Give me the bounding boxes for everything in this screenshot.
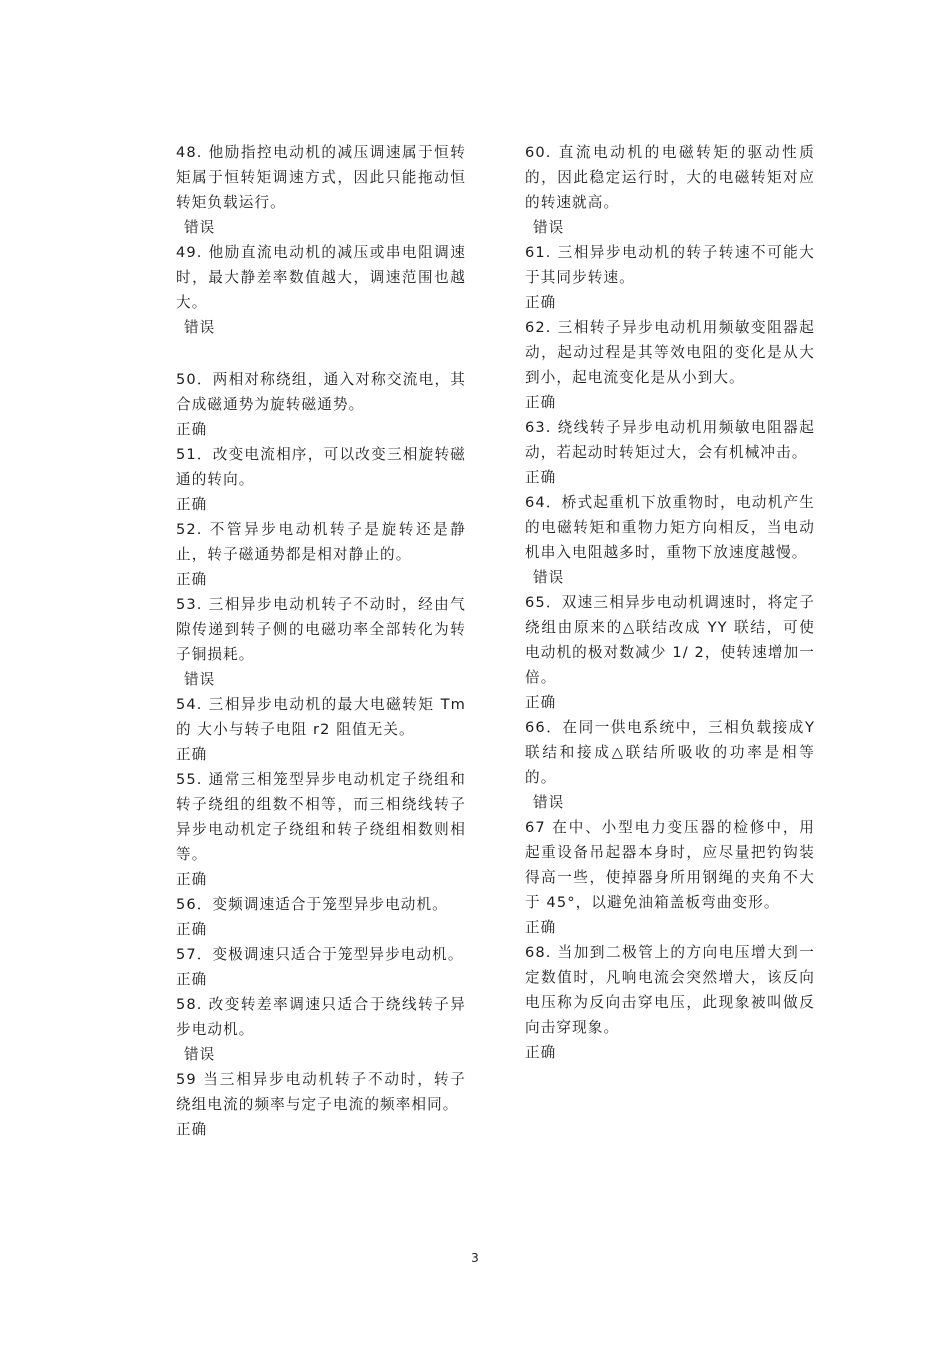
question-50: 50．两相对称绕组，通入对称交流电，其合成磁通势为旋转磁通势。 xyxy=(176,371,466,413)
answer-66: 错误 xyxy=(533,794,565,811)
question-65: 65．双速三相异步电动机调速时，将定子绕组由原来的△联结改成 YY 联结，可使电动机的极对数减少 1/ 2，使转速增加一倍。 xyxy=(525,594,815,686)
answer-53: 错误 xyxy=(184,671,216,688)
question-62: 62. 三相转子异步电动机用频敏变阻器起动，起动过程是其等效电阻的变化是从大到小，起电流变化是从小到大。 xyxy=(525,319,815,386)
question-57: 57．变极调速只适合于笼型异步电动机。 xyxy=(176,946,464,963)
question-58: 58. 改变转差率调速只适合于绕线转子异步电动机。 xyxy=(176,996,466,1038)
answer-61: 正确 xyxy=(525,294,557,311)
question-64: 64．桥式起重机下放重物时，电动机产生的电磁转矩和重物力矩方向相反，当电动机串入电阻越多时，重物下放速度越慢。 xyxy=(525,494,815,561)
answer-62: 正确 xyxy=(525,394,557,411)
answer-50: 正确 xyxy=(176,421,208,438)
question-51: 51．改变电流相序，可以改变三相旋转磁通的转向。 xyxy=(176,446,466,488)
answer-56: 正确 xyxy=(176,921,208,938)
answer-57: 正确 xyxy=(176,971,208,988)
question-52: 52. 不管异步电动机转子是旋转还是静止，转子磁通势都是相对静止的。 xyxy=(176,521,466,563)
question-48: 48. 他励指控电动机的减压调速属于恒转矩属于恒转矩调速方式，因此只能拖动恒转矩负载运行。 xyxy=(176,144,466,211)
question-66: 66．在同一供电系统中，三相负载接成Y联结和接成△联结所吸收的功率是相等的。 xyxy=(525,719,815,786)
page-number: 3 xyxy=(471,1251,479,1265)
question-56: 56．变频调速适合于笼型异步电动机。 xyxy=(176,896,448,913)
question-68: 68. 当加到二极管上的方向电压增大到一定数值时，凡响电流会突然增大，该反向电压称为反向击穿电压，此现象被叫做反向击穿现象。 xyxy=(525,944,815,1036)
question-59: 59 当三相异步电动机转子不动时，转子绕组电流的频率与定子电流的频率相同。 xyxy=(176,1071,466,1113)
answer-65: 正确 xyxy=(525,694,557,711)
answer-64: 错误 xyxy=(533,569,565,586)
answer-59: 正确 xyxy=(176,1121,208,1138)
answer-52: 正确 xyxy=(176,571,208,588)
question-55: 55. 通常三相笼型异步电动机定子绕组和转子绕组的组数不相等，而三相绕线转子异步电动机定子绕组和转子绕组相数则相等。 xyxy=(176,771,466,863)
answer-55: 正确 xyxy=(176,871,208,888)
answer-54: 正确 xyxy=(176,746,208,763)
answer-48: 错误 xyxy=(184,219,216,236)
answer-51: 正确 xyxy=(176,496,208,513)
question-60: 60. 直流电动机的电磁转矩的驱动性质的，因此稳定运行时，大的电磁转矩对应的转速就高。 xyxy=(525,144,815,211)
answer-60: 错误 xyxy=(533,219,565,236)
question-67: 67 在中、小型电力变压器的检修中，用起重设备吊起器本身时，应尽量把钓钩装得高一些，使掉器身所用钢绳的夹角不大于 45°，以避免油箱盖板弯曲变形。 xyxy=(525,819,815,911)
right-column xyxy=(525,140,815,1065)
answer-68: 正确 xyxy=(525,1044,557,1061)
question-49: 49. 他励直流电动机的减压或串电阻调速时，最大静差率数值越大，调速范围也越大。 xyxy=(176,244,466,311)
question-54: 54. 三相异步电动机的最大电磁转矩 Tm 的 大小与转子电阻 r2 阻值无关。 xyxy=(176,696,466,738)
question-61: 61. 三相异步电动机的转子转速不可能大于其同步转速。 xyxy=(525,244,815,286)
answer-58: 错误 xyxy=(184,1046,216,1063)
question-63: 63. 绕线转子异步电动机用频敏电阻器起动，若起动时转矩过大，会有机械冲击。 xyxy=(525,419,815,461)
left-column xyxy=(176,140,466,1142)
answer-63: 正确 xyxy=(525,469,557,486)
answer-67: 正确 xyxy=(525,919,557,936)
spacer xyxy=(176,340,466,367)
answer-49: 错误 xyxy=(184,319,216,336)
question-53: 53. 三相异步电动机转子不动时，经由气隙传递到转子侧的电磁功率全部转化为转子铜损耗。 xyxy=(176,596,466,663)
